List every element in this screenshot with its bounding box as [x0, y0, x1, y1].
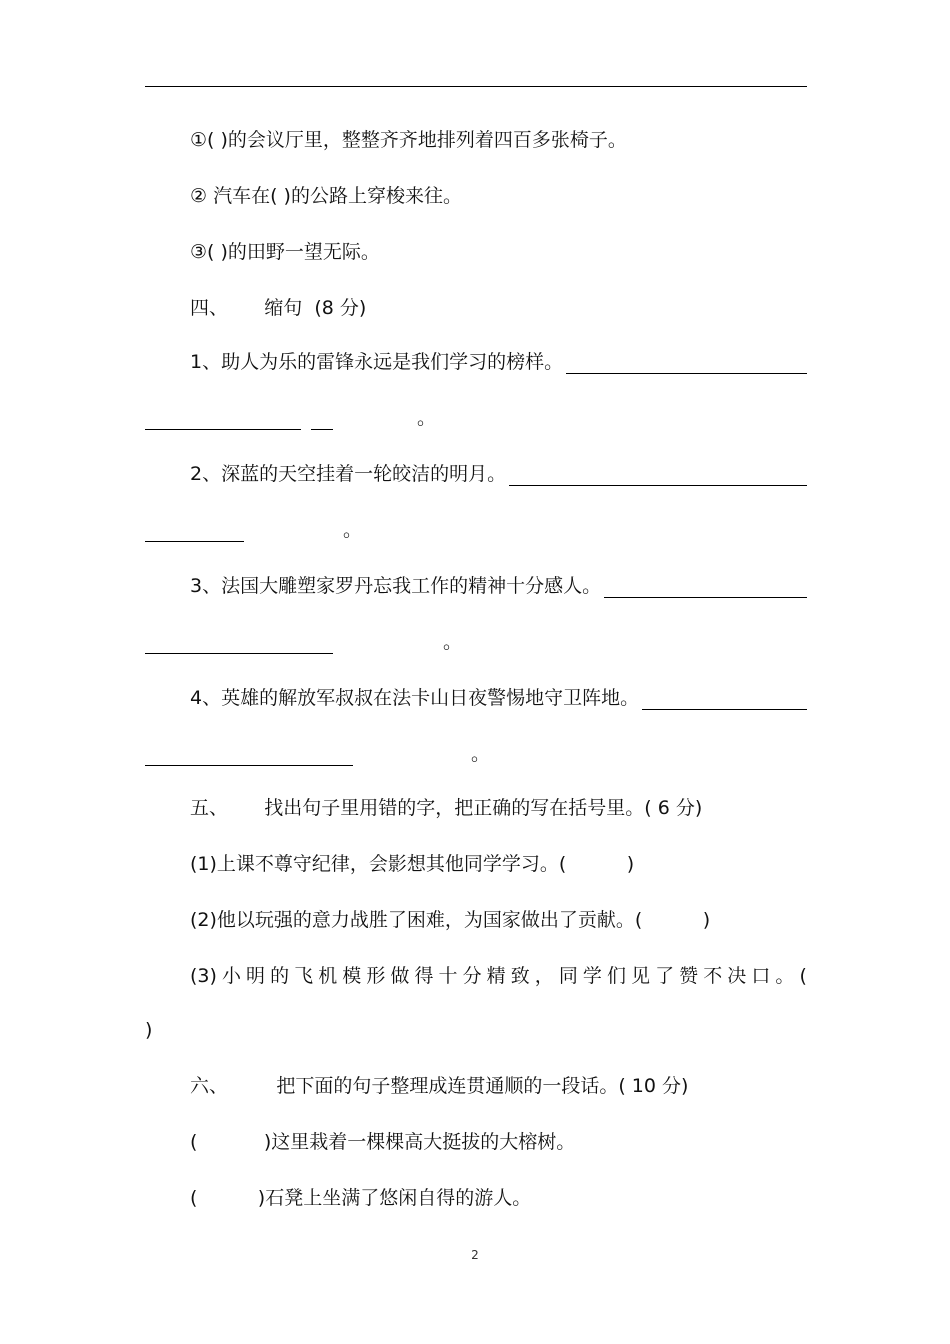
correction-item-3-char: 得	[414, 965, 434, 987]
correction-item-3-tail: )	[145, 1019, 153, 1041]
correction-item-3-char: 模	[342, 965, 362, 987]
top-rule	[145, 86, 807, 87]
page-number: 2	[471, 1248, 479, 1262]
correction-item-3-char: 的	[270, 965, 290, 987]
condense-item-3	[190, 574, 807, 598]
condense-item-1	[190, 350, 807, 374]
correction-item-3-char: 赞	[679, 965, 699, 987]
condense-item-1-text: 1、助人为乐的雷锋永远是我们学习的榜样。	[190, 351, 564, 373]
answer-line[interactable]	[642, 691, 807, 710]
answer-line[interactable]	[566, 355, 807, 374]
correction-item-3-char: 了	[655, 965, 675, 987]
answer-line[interactable]	[311, 411, 333, 430]
condense-item-3-text: 3、法国大雕塑家罗丹忘我工作的精神十分感人。	[190, 575, 602, 597]
correction-item-3-char: 形	[366, 965, 386, 987]
condense-item-4	[190, 686, 807, 710]
sentence-end: 。	[443, 631, 463, 653]
correction-item-1: (1)上课不尊守纪律，会影想其他同学学习。( )	[190, 853, 635, 875]
section-4-heading: 四、 缩句 (8 分)	[190, 297, 367, 319]
correction-item-3-char: 分	[462, 965, 482, 987]
correction-item-2: (2)他以玩强的意力战胜了困难，为国家做出了贡献。( )	[190, 909, 711, 931]
answer-line[interactable]	[145, 747, 353, 766]
correction-item-3-char: ，	[534, 965, 554, 987]
correction-item-3-char: 们	[606, 965, 626, 987]
condense-item-2-cont	[145, 518, 807, 542]
sentence-end: 。	[417, 407, 437, 429]
correction-item-3-char: 决	[727, 965, 747, 987]
correction-item-3-char: (3)	[190, 965, 217, 987]
answer-line[interactable]	[604, 579, 807, 598]
correction-item-3-char: 致	[510, 965, 530, 987]
correction-item-3-char: 飞	[294, 965, 314, 987]
ordering-item-1: ( )这里栽着一棵棵高大挺拔的大榕树。	[190, 1131, 576, 1153]
answer-line[interactable]	[145, 523, 244, 542]
fill-blank-item-3: ③( )的田野一望无际。	[190, 241, 380, 263]
section-6-heading: 六、 把下面的句子整理成连贯通顺的一段话。( 10 分)	[190, 1075, 689, 1097]
section-5-heading: 五、 找出句子里用错的字，把正确的写在括号里。( 6 分)	[190, 797, 703, 819]
sentence-end: 。	[471, 743, 491, 765]
condense-item-2	[190, 462, 807, 486]
correction-item-3-char: 同	[558, 965, 578, 987]
condense-item-4-cont	[145, 742, 807, 766]
answer-line[interactable]	[145, 635, 333, 654]
condense-item-3-cont	[145, 630, 807, 654]
ordering-item-2: ( )石凳上坐满了悠闲自得的游人。	[190, 1187, 532, 1209]
condense-item-4-text: 4、英雄的解放军叔叔在法卡山日夜警惕地守卫阵地。	[190, 687, 640, 709]
condense-item-1-cont	[145, 406, 807, 430]
correction-item-3-char: 口	[751, 965, 771, 987]
correction-item-3-char: 机	[318, 965, 338, 987]
correction-item-3-char: 十	[438, 965, 458, 987]
correction-item-3-char: 学	[582, 965, 602, 987]
correction-item-3-char: 见	[631, 965, 651, 987]
correction-item-3-char: 精	[486, 965, 506, 987]
correction-item-3-char: 小	[221, 965, 241, 987]
correction-item-3-char: (	[799, 965, 807, 987]
fill-blank-item-2: ② 汽车在( )的公路上穿梭来往。	[190, 185, 462, 207]
correction-item-3	[190, 964, 807, 988]
answer-line[interactable]	[509, 467, 807, 486]
correction-item-3-char: 明	[246, 965, 266, 987]
correction-item-3-char: 做	[390, 965, 410, 987]
sentence-end: 。	[343, 519, 363, 541]
correction-item-3-char: 不	[703, 965, 723, 987]
correction-item-3-char: 。	[775, 965, 795, 987]
condense-item-2-text: 2、深蓝的天空挂着一轮皎洁的明月。	[190, 463, 507, 485]
fill-blank-item-1: ①( )的会议厅里，整整齐齐地排列着四百多张椅子。	[190, 129, 627, 151]
answer-line[interactable]	[145, 411, 301, 430]
